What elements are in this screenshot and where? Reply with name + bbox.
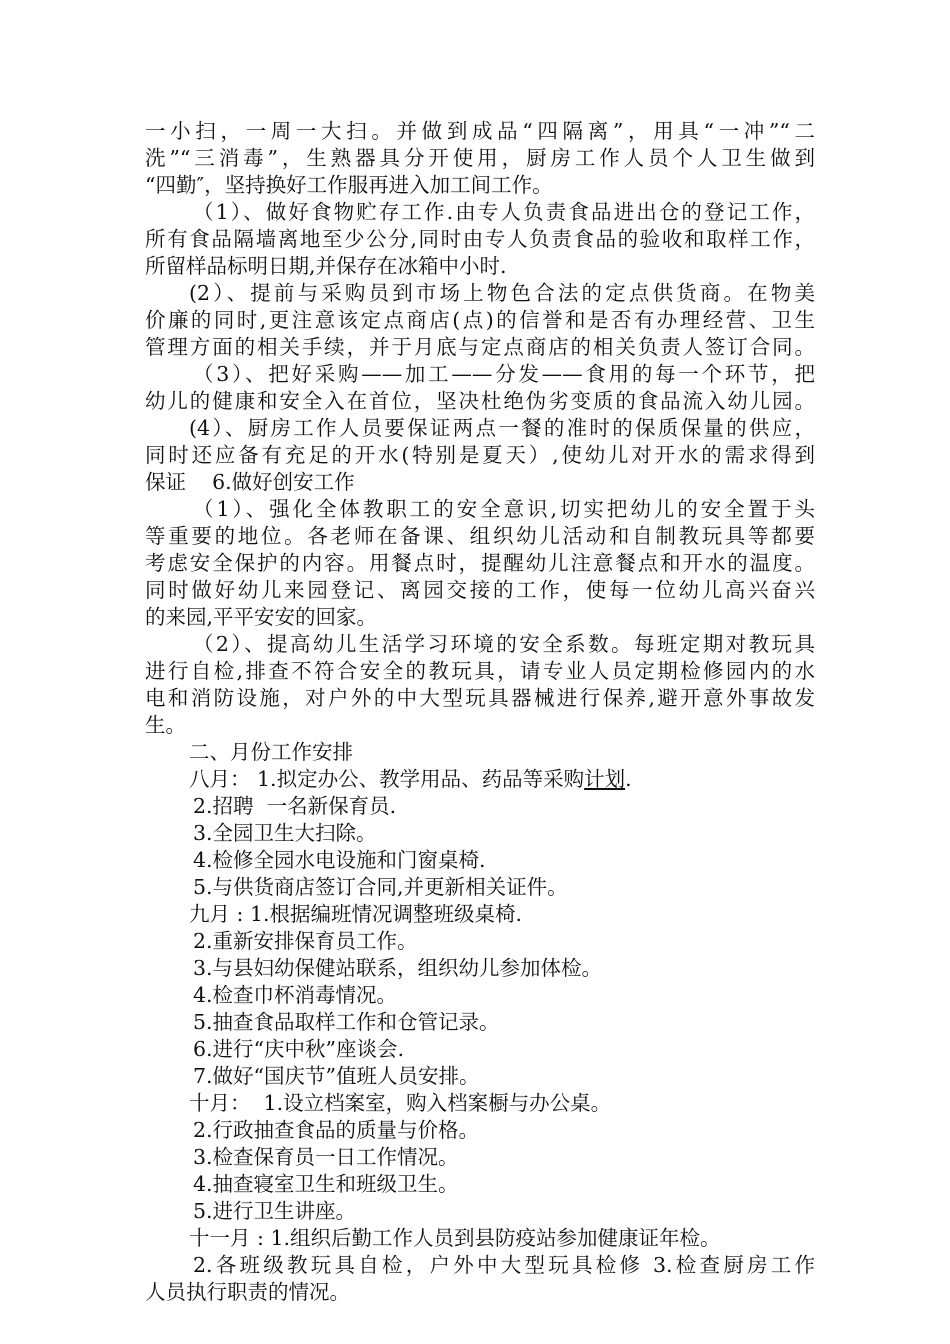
text-line — [145, 280, 815, 307]
text-line — [145, 118, 815, 145]
line-text: （2）、提高幼儿生活学习环境的安全系数。每班定期对教玩具 — [193, 632, 815, 656]
line-text: (4）、厨房工作人员要保证两点一餐的准时的保质保量的供应， — [189, 416, 815, 440]
text-line — [145, 469, 815, 496]
text-line — [145, 1225, 815, 1252]
text-line — [145, 820, 815, 847]
line-text: 同时做好幼儿来园登记、离园交接的工作，使每一位幼儿高兴奋兴 — [145, 578, 815, 602]
line-text: “四勤″，坚持换好工作服再进入加工间工作。 — [145, 173, 553, 197]
line-text: 3.全园卫生大扫除。 — [193, 821, 377, 845]
line-text: （1）、强化全体教职工的安全意识,切实把幼儿的安全置于头 — [193, 497, 815, 521]
text-line — [145, 1171, 815, 1198]
text-line — [145, 307, 815, 334]
line-text: 6.进行“庆中秋”座谈会. — [193, 1037, 405, 1061]
text-line — [145, 388, 815, 415]
text-line — [145, 604, 815, 631]
text-line — [145, 415, 815, 442]
text-line — [145, 1090, 815, 1117]
line-text: 十一月 : 1.组织后勤工作人员到县防疫站参加健康证年检。 — [189, 1226, 721, 1250]
line-text: 生。 — [145, 713, 186, 737]
text-line — [145, 874, 815, 901]
line-text: 4.检修全园水电设施和门窗桌椅. — [193, 848, 486, 872]
text-line — [145, 712, 815, 739]
line-text: 二、月份工作安排 — [189, 740, 353, 764]
line-text: 保证 6.做好创安工作 — [145, 470, 355, 494]
line-text: 3.检查保育员一日工作情况。 — [193, 1145, 459, 1169]
line-text: (2）、提前与采购员到市场上物色合法的定点供货商。在物美 — [189, 281, 815, 305]
line-text: 所留样品标明日期,并保存在冰箱中小时. — [145, 254, 507, 278]
text-line — [145, 496, 815, 523]
text-line — [145, 1144, 815, 1171]
text-line — [145, 145, 815, 172]
text-line — [145, 1252, 815, 1279]
line-text: 2.行政抽查食品的质量与价格。 — [193, 1118, 480, 1142]
text-line — [145, 1063, 815, 1090]
line-text: 价廉的同时,更注意该定点商店(点)的信誉和是否有办理经营、卫生 — [145, 308, 815, 332]
text-line — [145, 847, 815, 874]
line-text: 同时还应备有充足的开水(特别是夏天）,使幼儿对开水的需求得到 — [145, 443, 815, 467]
line-text: 的来园,平平安安的回家。 — [145, 605, 378, 629]
text-line — [145, 739, 815, 766]
text-line — [145, 1198, 815, 1225]
underlined-link-text[interactable]: 计划 — [584, 767, 626, 791]
text-line — [145, 199, 815, 226]
line-text: （3）、把好采购——加工——分发——食用的每一个环节，把 — [193, 362, 815, 386]
line-text: 4.抽查寝室卫生和班级卫生。 — [193, 1172, 459, 1196]
line-text: 4.检查巾杯消毒情况。 — [193, 983, 398, 1007]
line-text: 人员执行职责的情况。 — [145, 1280, 350, 1304]
line-text: 一小扫，一周一大扫。并做到成品“四隔离”，用具“一冲”“二 — [145, 119, 815, 143]
line-text: 2.招聘 一名新保育员. — [193, 794, 397, 818]
text-line — [145, 577, 815, 604]
text-line — [145, 631, 815, 658]
text-line — [145, 172, 815, 199]
text-line — [145, 523, 815, 550]
document-body — [145, 118, 815, 1306]
line-text: 进行自检,排查不符合安全的教玩具，请专业人员定期检修园内的水 — [145, 659, 815, 683]
text-line — [145, 253, 815, 280]
text-line — [145, 1036, 815, 1063]
text-line — [145, 982, 815, 1009]
line-text: 九月 : 1.根据编班情况调整班级桌椅. — [189, 902, 523, 926]
line-text: 5.抽查食品取样工作和仓管记录。 — [193, 1010, 500, 1034]
line-text: 2.各班级教玩具自检，户外中大型玩具检修 3.检查厨房工作 — [193, 1253, 815, 1277]
line-text: 电和消防设施，对户外的中大型玩具器械进行保养,避开意外事故发 — [145, 686, 815, 710]
line-text: 洗”“三消毒”，生熟器具分开使用，厨房工作人员个人卫生做到 — [145, 146, 815, 170]
text-line — [145, 928, 815, 955]
text-line — [145, 442, 815, 469]
line-text: 5.与供货商店签订合同,并更新相关证件。 — [193, 875, 568, 899]
text-line — [145, 685, 815, 712]
line-text: 所有食品隔墙离地至少公分,同时由专人负责食品的验收和取样工作， — [145, 227, 815, 251]
text-line — [145, 793, 815, 820]
line-text: 7.做好“国庆节”值班人员安排。 — [193, 1064, 480, 1088]
text-line — [145, 334, 815, 361]
line-text: 幼儿的健康和安全入在首位，坚决杜绝伪劣变质的食品流入幼儿园。 — [145, 389, 815, 413]
line-text-tail: . — [625, 767, 632, 791]
line-text: 2.重新安排保育员工作。 — [193, 929, 418, 953]
text-line — [145, 901, 815, 928]
text-line — [145, 361, 815, 388]
line-text: 5.进行卫生讲座。 — [193, 1199, 357, 1223]
line-text: （1）、做好食物贮存工作.由专人负责食品进出仓的登记工作， — [193, 200, 815, 224]
text-line — [145, 658, 815, 685]
text-line — [145, 955, 815, 982]
line-text: 考虑安全保护的内容。用餐点时，提醒幼儿注意餐点和开水的温度。 — [145, 551, 815, 575]
text-line — [145, 1279, 815, 1306]
text-line — [145, 766, 815, 793]
text-line — [145, 1009, 815, 1036]
text-line — [145, 226, 815, 253]
line-text: 3.与县妇幼保健站联系，组织幼儿参加体检。 — [193, 956, 603, 980]
text-line — [145, 1117, 815, 1144]
line-text: 十月： 1.设立档案室，购入档案橱与办公桌。 — [189, 1091, 612, 1115]
line-text: 等重要的地位。各老师在备课、组织幼儿活动和自制教玩具等都要 — [145, 524, 815, 548]
line-text: 八月： 1.拟定办公、教学用品、药品等采购 — [189, 767, 585, 791]
line-text: 管理方面的相关手续，并于月底与定点商店的相关负责人签订合同。 — [145, 335, 815, 359]
text-line — [145, 550, 815, 577]
